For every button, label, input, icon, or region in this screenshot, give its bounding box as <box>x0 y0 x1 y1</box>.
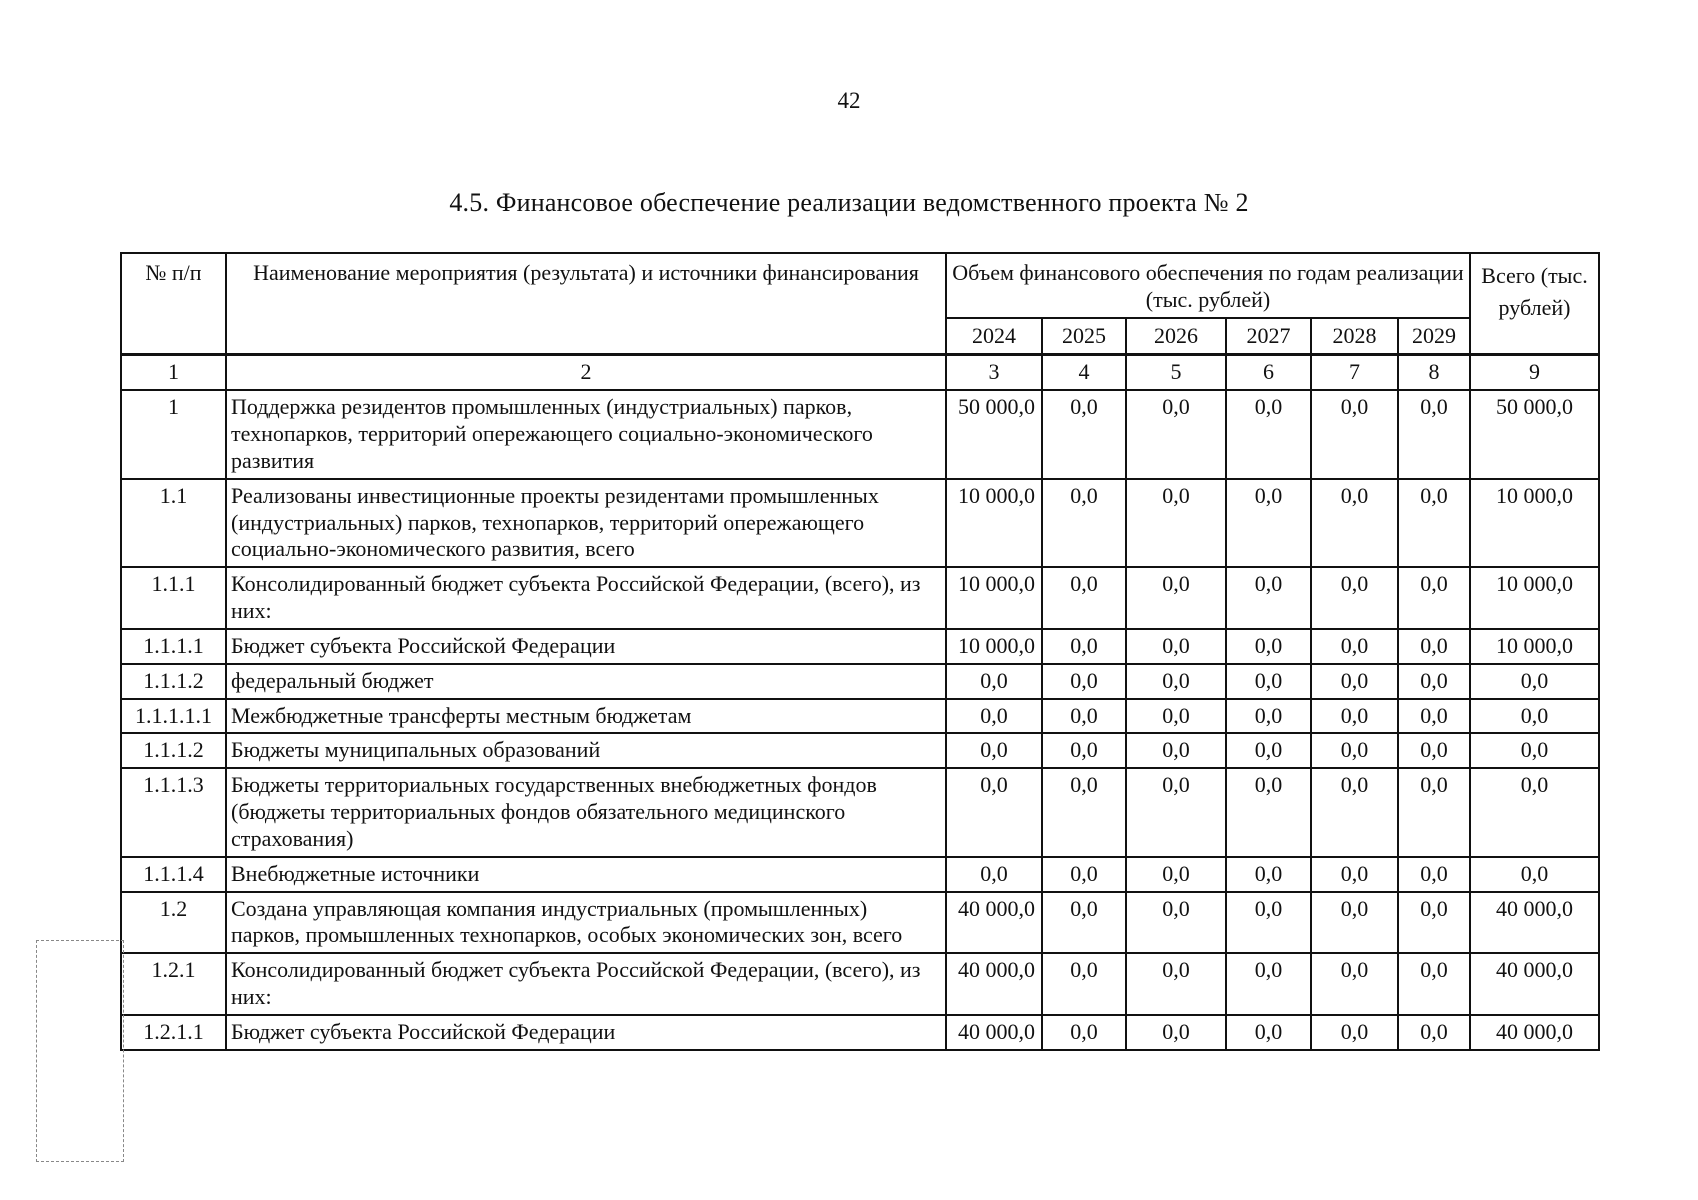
row-value-2027: 0,0 <box>1226 629 1311 664</box>
table-row <box>121 733 1599 768</box>
row-value-2027: 0,0 <box>1226 953 1311 1015</box>
column-number: 1 <box>121 355 226 390</box>
row-total: 10 000,0 <box>1470 479 1599 567</box>
header-year-2024: 2024 <box>946 318 1042 355</box>
row-value-2024: 40 000,0 <box>946 953 1042 1015</box>
row-value-2027: 0,0 <box>1226 479 1311 567</box>
row-value-2027: 0,0 <box>1226 567 1311 629</box>
row-value-2025: 0,0 <box>1042 390 1126 478</box>
row-value-2025: 0,0 <box>1042 892 1126 954</box>
row-name: Консолидированный бюджет субъекта Российской Федерации, (всего), из них: <box>226 567 946 629</box>
row-value-2028: 0,0 <box>1311 479 1398 567</box>
row-value-2026: 0,0 <box>1126 892 1226 954</box>
row-value-2027: 0,0 <box>1226 664 1311 699</box>
row-value-2025: 0,0 <box>1042 664 1126 699</box>
row-value-2026: 0,0 <box>1126 664 1226 699</box>
row-value-2028: 0,0 <box>1311 892 1398 954</box>
row-total: 40 000,0 <box>1470 1015 1599 1050</box>
row-total: 10 000,0 <box>1470 629 1599 664</box>
row-total: 40 000,0 <box>1470 953 1599 1015</box>
row-value-2024: 0,0 <box>946 664 1042 699</box>
row-value-2024: 0,0 <box>946 857 1042 892</box>
row-value-2029: 0,0 <box>1398 390 1470 478</box>
row-value-2026: 0,0 <box>1126 390 1226 478</box>
row-value-2025: 0,0 <box>1042 768 1126 856</box>
row-number: 1.1.1.1 <box>121 629 226 664</box>
header-num: № п/п <box>121 253 226 355</box>
row-value-2027: 0,0 <box>1226 857 1311 892</box>
row-value-2025: 0,0 <box>1042 1015 1126 1050</box>
row-value-2026: 0,0 <box>1126 857 1226 892</box>
table-row <box>121 892 1599 954</box>
table-row <box>121 953 1599 1015</box>
row-value-2025: 0,0 <box>1042 953 1126 1015</box>
row-total: 0,0 <box>1470 699 1599 734</box>
header-year-2026: 2026 <box>1126 318 1226 355</box>
row-value-2027: 0,0 <box>1226 733 1311 768</box>
row-value-2025: 0,0 <box>1042 699 1126 734</box>
header-name: Наименование мероприятия (результата) и источники финансирования <box>226 253 946 355</box>
row-value-2027: 0,0 <box>1226 699 1311 734</box>
row-value-2029: 0,0 <box>1398 892 1470 954</box>
row-value-2024: 40 000,0 <box>946 892 1042 954</box>
row-number: 1.2 <box>121 892 226 954</box>
column-number: 5 <box>1126 355 1226 390</box>
row-value-2025: 0,0 <box>1042 857 1126 892</box>
row-value-2024: 10 000,0 <box>946 629 1042 664</box>
electronic-signature-stamp <box>36 940 124 1162</box>
row-value-2029: 0,0 <box>1398 699 1470 734</box>
row-value-2028: 0,0 <box>1311 567 1398 629</box>
row-value-2029: 0,0 <box>1398 629 1470 664</box>
header-year-2025: 2025 <box>1042 318 1126 355</box>
row-value-2028: 0,0 <box>1311 629 1398 664</box>
row-number: 1.2.1 <box>121 953 226 1015</box>
row-value-2027: 0,0 <box>1226 1015 1311 1050</box>
row-value-2026: 0,0 <box>1126 733 1226 768</box>
row-value-2026: 0,0 <box>1126 629 1226 664</box>
row-name: Создана управляющая компания индустриальных (промышленных) парков, промышленных технопарков, особых экономических зон, всего <box>226 892 946 954</box>
row-value-2028: 0,0 <box>1311 857 1398 892</box>
column-numbers-row <box>121 355 1599 390</box>
row-total: 0,0 <box>1470 733 1599 768</box>
column-number: 4 <box>1042 355 1126 390</box>
row-value-2024: 10 000,0 <box>946 479 1042 567</box>
row-name: Бюджеты территориальных государственных внебюджетных фондов (бюджеты территориальных фондов обязательного медицинского страхования) <box>226 768 946 856</box>
row-name: Консолидированный бюджет субъекта Российской Федерации, (всего), из них: <box>226 953 946 1015</box>
row-value-2025: 0,0 <box>1042 733 1126 768</box>
financing-table <box>120 252 1600 1051</box>
row-number: 1 <box>121 390 226 478</box>
row-value-2026: 0,0 <box>1126 699 1226 734</box>
row-value-2029: 0,0 <box>1398 768 1470 856</box>
row-value-2028: 0,0 <box>1311 664 1398 699</box>
row-value-2026: 0,0 <box>1126 953 1226 1015</box>
row-value-2025: 0,0 <box>1042 567 1126 629</box>
row-total: 10 000,0 <box>1470 567 1599 629</box>
table-row <box>121 857 1599 892</box>
row-number: 1.1.1.2 <box>121 664 226 699</box>
column-number: 6 <box>1226 355 1311 390</box>
row-name: Внебюджетные источники <box>226 857 946 892</box>
row-value-2026: 0,0 <box>1126 768 1226 856</box>
row-number: 1.1.1.3 <box>121 768 226 856</box>
row-name: Бюджет субъекта Российской Федерации <box>226 1015 946 1050</box>
row-number: 1.1.1.2 <box>121 733 226 768</box>
table-row <box>121 567 1599 629</box>
column-number: 3 <box>946 355 1042 390</box>
row-value-2028: 0,0 <box>1311 699 1398 734</box>
row-name: Поддержка резидентов промышленных (индустриальных) парков, технопарков, территорий опережающего социально-экономического развития <box>226 390 946 478</box>
row-name: Бюджеты муниципальных образований <box>226 733 946 768</box>
header-row <box>121 253 1599 318</box>
row-value-2028: 0,0 <box>1311 768 1398 856</box>
row-value-2025: 0,0 <box>1042 629 1126 664</box>
row-name: федеральный бюджет <box>226 664 946 699</box>
header-total: Всего (тыс. рублей) <box>1470 253 1599 355</box>
column-number: 9 <box>1470 355 1599 390</box>
row-value-2027: 0,0 <box>1226 390 1311 478</box>
table-row <box>121 699 1599 734</box>
row-total: 40 000,0 <box>1470 892 1599 954</box>
row-total: 0,0 <box>1470 768 1599 856</box>
row-value-2029: 0,0 <box>1398 857 1470 892</box>
column-number: 8 <box>1398 355 1470 390</box>
row-value-2029: 0,0 <box>1398 953 1470 1015</box>
stamp-text <box>41 947 117 1157</box>
row-value-2024: 50 000,0 <box>946 390 1042 478</box>
table-row <box>121 664 1599 699</box>
row-value-2027: 0,0 <box>1226 768 1311 856</box>
row-value-2028: 0,0 <box>1311 390 1398 478</box>
row-value-2029: 0,0 <box>1398 664 1470 699</box>
row-total: 0,0 <box>1470 857 1599 892</box>
row-name: Межбюджетные трансферты местным бюджетам <box>226 699 946 734</box>
row-name: Реализованы инвестиционные проекты резидентами промышленных (индустриальных) парков, технопарков, территорий опережающего социально-экономического развития, всего <box>226 479 946 567</box>
header-year-2029: 2029 <box>1398 318 1470 355</box>
row-value-2026: 0,0 <box>1126 1015 1226 1050</box>
header-volume: Объем финансового обеспечения по годам реализации (тыс. рублей) <box>946 253 1470 318</box>
row-value-2028: 0,0 <box>1311 733 1398 768</box>
row-value-2024: 0,0 <box>946 733 1042 768</box>
header-year-2028: 2028 <box>1311 318 1398 355</box>
row-value-2024: 10 000,0 <box>946 567 1042 629</box>
row-value-2029: 0,0 <box>1398 567 1470 629</box>
row-value-2024: 40 000,0 <box>946 1015 1042 1050</box>
table-row <box>121 629 1599 664</box>
table-row <box>121 479 1599 567</box>
row-value-2024: 0,0 <box>946 699 1042 734</box>
row-value-2029: 0,0 <box>1398 733 1470 768</box>
row-number: 1.1.1.4 <box>121 857 226 892</box>
row-value-2029: 0,0 <box>1398 1015 1470 1050</box>
column-number: 2 <box>226 355 946 390</box>
row-number: 1.1.1.1.1 <box>121 699 226 734</box>
row-value-2027: 0,0 <box>1226 892 1311 954</box>
row-value-2028: 0,0 <box>1311 1015 1398 1050</box>
row-value-2026: 0,0 <box>1126 479 1226 567</box>
row-value-2026: 0,0 <box>1126 567 1226 629</box>
row-value-2024: 0,0 <box>946 768 1042 856</box>
row-total: 50 000,0 <box>1470 390 1599 478</box>
header-year-2027: 2027 <box>1226 318 1311 355</box>
row-number: 1.2.1.1 <box>121 1015 226 1050</box>
row-name: Бюджет субъекта Российской Федерации <box>226 629 946 664</box>
table-title: 4.5. Финансовое обеспечение реализации ведомственного проекта № 2 <box>449 188 1249 217</box>
row-value-2025: 0,0 <box>1042 479 1126 567</box>
row-number: 1.1.1 <box>121 567 226 629</box>
row-value-2028: 0,0 <box>1311 953 1398 1015</box>
row-value-2029: 0,0 <box>1398 479 1470 567</box>
table-row <box>121 1015 1599 1050</box>
column-number: 7 <box>1311 355 1398 390</box>
table-row <box>121 768 1599 856</box>
row-total: 0,0 <box>1470 664 1599 699</box>
row-number: 1.1 <box>121 479 226 567</box>
table-row <box>121 390 1599 478</box>
page-number: 42 <box>837 88 861 113</box>
